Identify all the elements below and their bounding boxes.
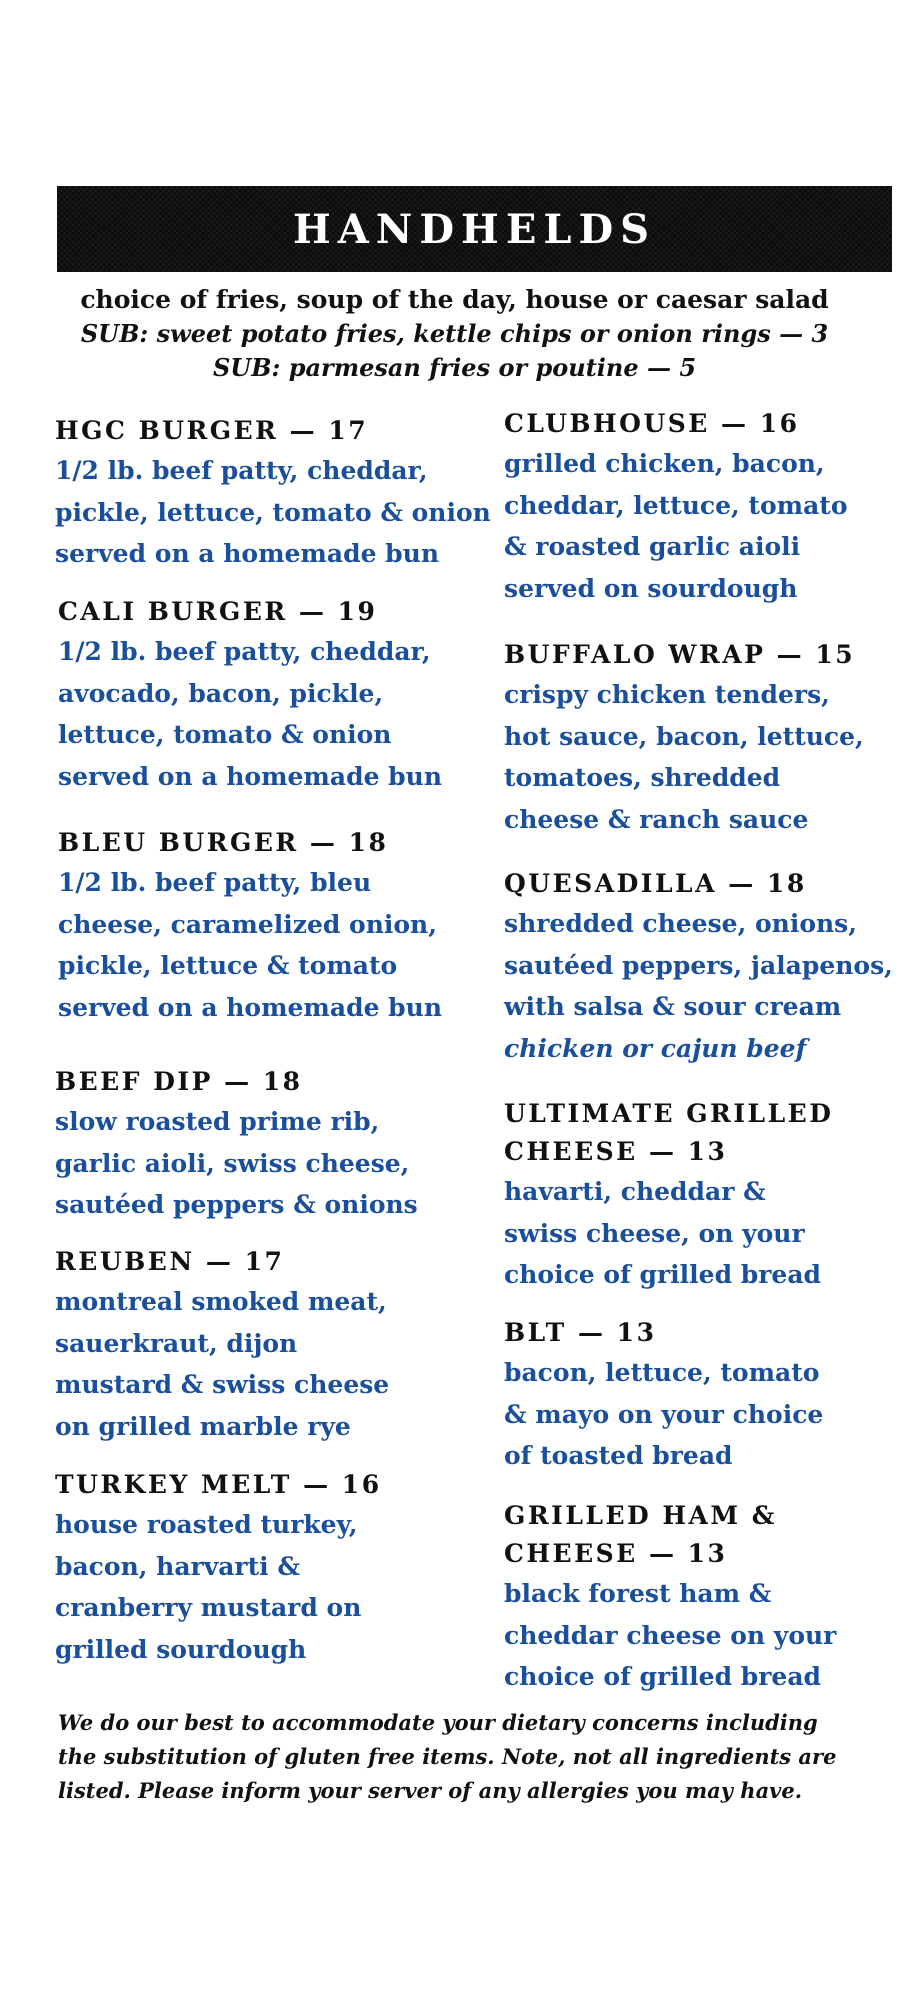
description-line: cheese & ranch sauce [504, 804, 809, 834]
description-line: house roasted turkey, [55, 1510, 358, 1539]
item-name-line: ULTIMATE GRILLED [504, 1099, 834, 1128]
description-line: avocado, bacon, pickle, [58, 678, 384, 708]
description-line: hot sauce, bacon, lettuce, [504, 721, 864, 751]
disclaimer-line: the substitution of gluten free items. Note, not all ingredients are [58, 1744, 837, 1769]
item-name-line: CHEESE — 13 [504, 1539, 728, 1568]
description-line: black forest ham & [504, 1579, 772, 1608]
item-description [55, 450, 495, 575]
item-name: BLEU BURGER — 18 [58, 828, 389, 857]
item-description [504, 443, 909, 609]
side-choice-text: choice of fries, soup of the day, house or caesar salad [80, 285, 829, 314]
menu-item-ultimate-grilled-cheese [504, 1095, 909, 1296]
menu-item-reuben [55, 1243, 495, 1447]
item-name: CLUBHOUSE — 16 [504, 409, 800, 438]
item-name-line: GRILLED HAM & [504, 1501, 777, 1530]
menu-item-bleu-burger [58, 824, 498, 1028]
description-line: sauerkraut, dijon [55, 1328, 298, 1358]
description-line: of toasted bread [504, 1441, 733, 1470]
description-line: crispy chicken tenders, [504, 680, 830, 709]
description-line: cranberry mustard on [55, 1593, 362, 1622]
disclaimer-line: We do our best to accommodate your dietary concerns including [58, 1710, 818, 1735]
description-line: 1/2 lb. beef patty, cheddar, [58, 637, 431, 666]
menu-item-buffalo-wrap [504, 636, 909, 840]
disclaimer-line: listed. Please inform your server of any allergies you may have. [58, 1778, 803, 1803]
description-line: grilled sourdough [55, 1634, 307, 1664]
item-name: BUFFALO WRAP — 15 [504, 640, 856, 669]
description-line: sautéed peppers & onions [55, 1190, 418, 1219]
description-line: 1/2 lb. beef patty, cheddar, [55, 456, 428, 485]
description-line: montreal smoked meat, [55, 1287, 387, 1316]
item-description [504, 674, 909, 840]
item-description [58, 631, 498, 797]
description-line: on grilled marble rye [55, 1411, 351, 1441]
item-name: BEEF DIP — 18 [55, 1067, 303, 1096]
description-line: shredded cheese, onions, [504, 909, 857, 938]
description-line: with salsa & sour cream [504, 992, 842, 1021]
description-line: served on a homemade bun [55, 539, 440, 568]
menu-item-quesadilla [504, 865, 909, 1069]
allergy-disclaimer [58, 1706, 858, 1808]
menu-item-blt [504, 1314, 909, 1477]
section-banner [57, 186, 892, 272]
menu-item-hgc-burger [55, 412, 495, 575]
description-line: havarti, cheddar & [504, 1177, 766, 1206]
item-description [58, 862, 498, 1028]
item-name: TURKEY MELT — 16 [55, 1470, 382, 1499]
item-name-line: CHEESE — 13 [504, 1137, 728, 1166]
description-line: mustard & swiss cheese [55, 1370, 390, 1399]
item-protein-option: chicken or cajun beef [504, 1033, 807, 1063]
description-line: & mayo on your choice [504, 1399, 824, 1429]
item-name [504, 1095, 909, 1171]
item-description [55, 1504, 495, 1670]
description-line: choice of grilled bread [504, 1260, 822, 1289]
description-line: & roasted garlic aioli [504, 532, 801, 561]
description-line: tomatoes, shredded [504, 763, 781, 792]
item-name: HGC BURGER — 17 [55, 416, 369, 445]
description-line: pickle, lettuce & tomato [58, 951, 398, 980]
item-name: QUESADILLA — 18 [504, 869, 807, 898]
description-line: bacon, lettuce, tomato [504, 1358, 820, 1387]
item-name: CALI BURGER — 19 [58, 597, 378, 626]
menu-item-clubhouse [504, 405, 909, 609]
description-line: slow roasted prime rib, [55, 1107, 380, 1136]
item-name: REUBEN — 17 [55, 1247, 285, 1276]
description-line: pickle, lettuce, tomato & onion [55, 497, 491, 527]
description-line: cheddar cheese on your [504, 1620, 837, 1650]
substitution-line-1: SUB: sweet potato fries, kettle chips or onion rings — 3 [80, 319, 829, 348]
description-line: cheddar, lettuce, tomato [504, 490, 848, 520]
item-name: BLT — 13 [504, 1318, 657, 1347]
description-line: grilled chicken, bacon, [504, 449, 825, 478]
description-line: cheese, caramelized onion, [58, 909, 437, 939]
item-description [504, 1573, 909, 1698]
description-line: choice of grilled bread [504, 1662, 822, 1691]
description-line: 1/2 lb. beef patty, bleu [58, 868, 372, 897]
item-description [504, 1352, 909, 1477]
item-description [55, 1281, 495, 1447]
description-line: sautéed peppers, jalapenos, [504, 950, 893, 980]
item-description [504, 1171, 909, 1296]
item-name [504, 1497, 909, 1573]
item-description [55, 1101, 495, 1226]
menu-item-turkey-melt [55, 1466, 495, 1670]
description-line: swiss cheese, on your [504, 1218, 805, 1248]
description-line: lettuce, tomato & onion [58, 720, 392, 749]
description-line: served on a homemade bun [58, 992, 443, 1022]
menu-item-grilled-ham-cheese [504, 1497, 909, 1698]
description-line: served on a homemade bun [58, 761, 443, 791]
menu-item-cali-burger [58, 593, 498, 797]
substitution-line-2: SUB: parmesan fries or poutine — 5 [212, 353, 697, 382]
description-line: served on sourdough [504, 573, 798, 603]
menu-item-beef-dip [55, 1063, 495, 1226]
item-description [504, 903, 909, 1028]
description-line: garlic aioli, swiss cheese, [55, 1148, 410, 1178]
description-line: bacon, harvarti & [55, 1551, 300, 1581]
section-title: HANDHELDS [292, 205, 657, 253]
